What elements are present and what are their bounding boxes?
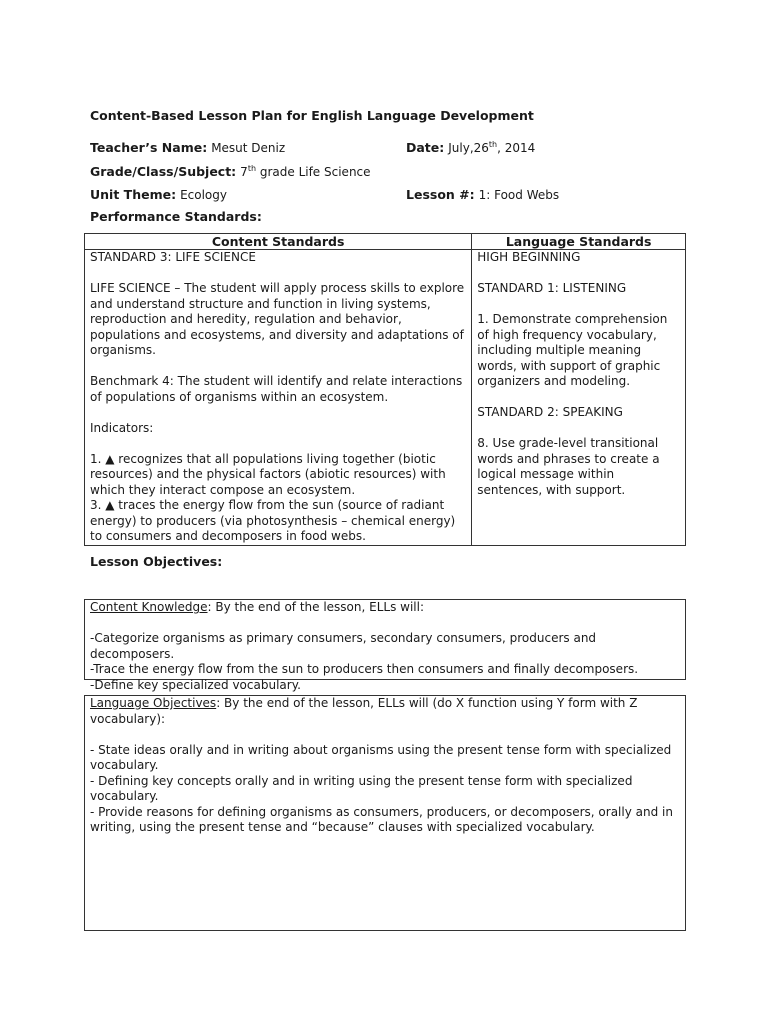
objective-item: - Defining key concepts orally and in writing using the present tense form with specialized vocabulary.: [90, 773, 633, 803]
objective-item: - State ideas orally and in writing about organisms using the present tense form with specialized vocabulary.: [90, 742, 672, 772]
objective-item: - Provide reasons for defining organisms as consumers, producers, or decomposers, orally and in writing, using the present tense and “because” clauses with specialized vocabulary.: [90, 804, 673, 834]
content-standard-paragraph: Benchmark 4: The student will identify and relate interactions of populations of organisms within an ecosystem.: [90, 374, 463, 404]
language-objectives-intro: : By the end of the lesson, ELLs will (do X function using Y form with Z vocabulary):: [90, 696, 638, 726]
language-objectives-box: [84, 695, 686, 931]
language-standards-cell: [472, 250, 686, 546]
objective-item: -Categorize organisms as primary consumers, secondary consumers, producers and decomposers.: [90, 631, 597, 661]
language-standard-paragraph: 8. Use grade-level transitional words and phrases to create a logical message within sentences, with support.: [477, 436, 660, 497]
language-objectives-caption-line: [90, 696, 680, 727]
language-standards-header: Language Standards: [472, 234, 686, 250]
content-knowledge-caption-line: [90, 600, 680, 616]
standards-table: [84, 233, 686, 546]
grade-class-subject-label: Grade/Class/Subject:: [90, 164, 237, 179]
language-standard-paragraph: STANDARD 2: SPEAKING: [477, 405, 623, 419]
document-title: Content-Based Lesson Plan for English Language Development: [90, 108, 534, 123]
unit-theme-label: Unit Theme:: [90, 187, 177, 202]
content-standards-cell: [85, 250, 472, 546]
indicator-list: [90, 452, 466, 545]
content-standard-paragraph: STANDARD 3: LIFE SCIENCE: [90, 250, 256, 264]
content-knowledge-intro: : By the end of the lesson, ELLs will:: [207, 600, 425, 614]
lesson-number-field: [406, 187, 559, 204]
language-objectives-caption: Language Objectives: [90, 696, 217, 710]
language-standard-paragraph: STANDARD 1: LISTENING: [477, 281, 627, 295]
date-field: [406, 140, 535, 157]
unit-theme-field: [90, 187, 227, 204]
lesson-number-value: 1: Food Webs: [478, 188, 560, 202]
objective-item: -Trace the energy flow from the sun to producers then consumers and finally decomposers.: [90, 662, 639, 676]
performance-standards-heading: Performance Standards:: [90, 209, 262, 224]
unit-theme-value: Ecology: [180, 188, 227, 202]
date-label: Date:: [406, 140, 445, 155]
language-standard-paragraph: 1. Demonstrate comprehension of high frequency vocabulary, including multiple meaning words, with support of graphic organizers and modeling.: [477, 312, 668, 388]
date-value: July,26th, 2014: [448, 140, 536, 155]
teacher-name-label: Teacher’s Name:: [90, 140, 208, 155]
content-standard-paragraph: LIFE SCIENCE – The student will apply process skills to explore and understand structure and function in living systems, reproduction and heredity, regulation and behavior, populations and ecosystems, and diversity and adaptations of organisms.: [90, 281, 465, 357]
grade-class-subject-value: 7th grade Life Science: [240, 164, 371, 179]
content-standard-paragraph: Indicators:: [90, 420, 154, 435]
language-standard-paragraph: HIGH BEGINNING: [477, 250, 581, 264]
content-knowledge-caption: Content Knowledge: [90, 600, 208, 614]
objective-item: -Define key specialized vocabulary.: [90, 677, 301, 692]
lesson-objectives-heading: Lesson Objectives:: [90, 554, 223, 569]
grade-class-subject-field: [90, 164, 371, 181]
lesson-number-label: Lesson #:: [406, 187, 475, 202]
content-knowledge-box: [84, 599, 686, 692]
teacher-name-value: Mesut Deniz: [211, 141, 286, 155]
indicator-item: 3. ▲ traces the energy flow from the sun (source of radiant energy) to producers (via photosynthesis – chemical energy) to consumers and decomposers in food webs.: [90, 498, 456, 543]
teacher-name-field: [90, 140, 285, 157]
content-standards-header: Content Standards: [85, 234, 472, 250]
indicator-item: 1. ▲ recognizes that all populations living together (biotic resources) and the physical factors (abiotic resources) with which they interact compose an ecosystem.: [90, 451, 446, 497]
